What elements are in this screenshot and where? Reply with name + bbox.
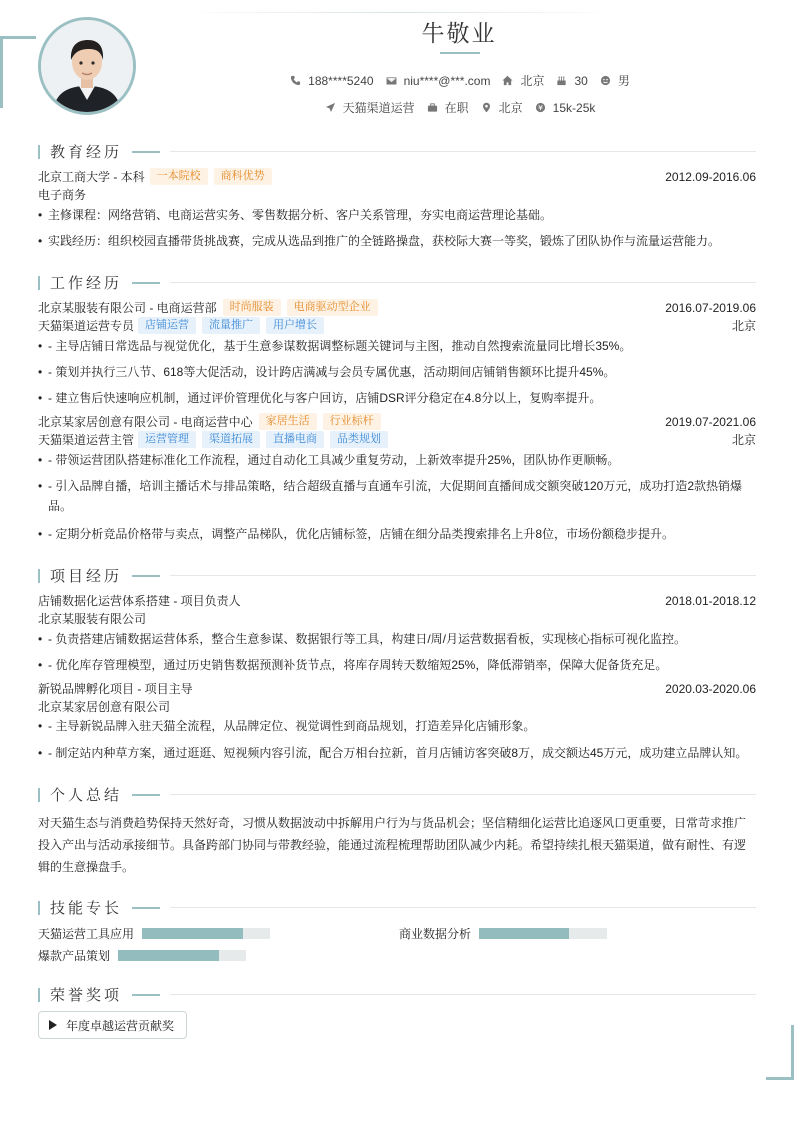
work-location: 北京 xyxy=(731,433,756,447)
status-text: 在职 xyxy=(444,101,469,115)
project-bullet: • - 负责搭建店铺数据运营体系，整合生意参谋、数据银行等工具，构建日/周/月运营数据看板，实现核心指标可视化监控。 xyxy=(38,629,752,649)
work-period: 2016.07-2019.06 xyxy=(665,300,756,315)
project-company: 北京某服装有限公司 xyxy=(38,612,147,626)
education-tag: 一本院校 xyxy=(150,168,208,185)
skill-bar xyxy=(142,928,270,939)
section-education-title: 教育经历 xyxy=(38,141,756,162)
work-role-tag: 直播电商 xyxy=(266,431,324,448)
work-bullet: • - 建立售后快速响应机制，通过评价管理优化与客户回访，店铺DSR评分稳定在4.8分以上，复购率提升。 xyxy=(38,388,752,408)
work-bullet: • - 主导店铺日常选品与视觉优化，基于生意参谋数据调整标题关键词与主图，推动自然搜索流量同比增长35%。 xyxy=(38,336,752,356)
gender-item xyxy=(600,72,630,89)
work-role-tag: 流量推广 xyxy=(202,317,260,334)
work-company-tag: 电商驱动型企业 xyxy=(287,299,378,316)
city-text: 北京 xyxy=(520,74,545,88)
project-period: 2020.03-2020.06 xyxy=(665,681,756,696)
project-bullet: • - 制定站内种草方案，通过逛逛、短视频内容引流，配合万相台拉新，首月店铺访客突破8万，成交额达45万元，成功建立品牌认知。 xyxy=(38,743,752,763)
skill-item xyxy=(38,925,270,942)
mail-icon xyxy=(386,75,397,86)
work-bullet: • - 引入品牌自播，培训主播话术与排品策略，结合超级直播与直通车引流，大促期间直播间成交额突破120万元，成功打造2款热销爆品。 xyxy=(38,476,752,516)
section-projects-title: 项目经历 xyxy=(38,565,756,586)
project-title-row xyxy=(38,680,756,697)
work-bullet: • - 策划并执行三八节、618等大促活动，设计跨店满减与会员专属优惠，活动期间店铺销售额环比提升45%。 xyxy=(38,362,752,382)
skill-bar xyxy=(479,928,607,939)
work-company-tag: 时尚服装 xyxy=(223,299,281,316)
education-bullet: • 实践经历：组织校园直播带货挑战赛，完成从选品到推广的全链路操盘，获校际大赛一等奖，锻炼了团队协作与流量运营能力。 xyxy=(38,231,752,251)
city-item xyxy=(502,72,544,89)
work-role-tag: 运营管理 xyxy=(138,431,196,448)
project-company-row xyxy=(38,610,756,627)
project-bullet: • - 主导新锐品牌入驻天猫全流程，从品牌定位、视觉调性到商品规划，打造差异化店铺形象。 xyxy=(38,716,752,736)
money-icon xyxy=(535,102,546,113)
project-title: 新锐品牌孵化项目 - 项目主导 xyxy=(38,682,193,696)
work-bullet: • - 定期分析竞品价格带与卖点，调整产品梯队，优化店铺标签，店铺在细分品类搜索排名上升8位，市场份额稳步提升。 xyxy=(38,524,752,544)
target-city-text: 北京 xyxy=(498,101,523,115)
skill-name: 爆款产品策划 xyxy=(38,949,111,963)
project-company-row xyxy=(38,698,756,715)
age-item xyxy=(556,74,587,88)
header-top-divider xyxy=(180,12,620,13)
target-position-item xyxy=(325,99,415,116)
education-header xyxy=(38,168,756,185)
target-position-text: 天猫渠道运营 xyxy=(342,101,415,115)
skill-bar-fill xyxy=(118,950,219,961)
status-item xyxy=(427,99,469,116)
work-company-row xyxy=(38,299,756,316)
briefcase-icon xyxy=(427,102,438,113)
work-company-tag: 行业标杆 xyxy=(323,413,381,430)
section-summary-title: 个人总结 xyxy=(38,784,756,805)
work-period: 2019.07-2021.06 xyxy=(665,414,756,429)
education-tag: 商科优势 xyxy=(214,168,272,185)
project-bullet: • - 优化库存管理模型，通过历史销售数据预测补货节点，将库存周转天数缩短25%，降低滞销率，保障大促备货充足。 xyxy=(38,655,752,675)
salary-item xyxy=(535,101,596,115)
phone-icon xyxy=(290,75,301,86)
work-role-tag: 用户增长 xyxy=(266,317,324,334)
user-face-icon xyxy=(600,75,611,86)
work-location: 北京 xyxy=(731,319,756,333)
skill-bar xyxy=(118,950,246,961)
target-city-item xyxy=(481,99,523,116)
skill-name: 天猫运营工具应用 xyxy=(38,927,135,941)
age-text: 30 xyxy=(574,73,588,88)
contact-info-row xyxy=(0,72,794,89)
work-company: 北京某家居创意有限公司 - 电商运营中心 xyxy=(38,415,253,429)
skill-item xyxy=(38,947,246,964)
email-text: niu****@***.com xyxy=(403,73,491,88)
work-role-tag: 品类规划 xyxy=(330,431,388,448)
education-major-row xyxy=(38,186,756,203)
skill-name: 商业数据分析 xyxy=(399,927,472,941)
project-period: 2018.01-2018.12 xyxy=(665,593,756,608)
education-major: 电子商务 xyxy=(38,188,87,202)
award-badge xyxy=(38,1011,187,1039)
work-role-row xyxy=(38,317,756,334)
email-item xyxy=(386,74,491,88)
skill-bar-fill xyxy=(479,928,569,939)
phone-item xyxy=(290,74,373,88)
work-role-row xyxy=(38,431,756,448)
phone-text: 188****5240 xyxy=(308,73,374,88)
work-role-tag: 渠道拓展 xyxy=(202,431,260,448)
home-icon xyxy=(502,75,513,86)
work-role-tag: 店铺运营 xyxy=(138,317,196,334)
section-honors-title: 荣誉奖项 xyxy=(38,984,756,1005)
work-company-tag: 家居生活 xyxy=(259,413,317,430)
play-triangle-icon xyxy=(49,1020,57,1030)
project-title-row xyxy=(38,592,756,609)
name-underline xyxy=(440,52,480,54)
send-icon xyxy=(325,102,336,113)
education-bullet: • 主修课程：网络营销、电商运营实务、零售数据分析、客户关系管理，夯实电商运营理论基础。 xyxy=(38,205,752,225)
education-period: 2012.09-2016.06 xyxy=(665,169,756,184)
project-company: 北京某家居创意有限公司 xyxy=(38,700,171,714)
award-name: 年度卓越运营贡献奖 xyxy=(66,1018,175,1033)
skill-bar-fill xyxy=(142,928,243,939)
location-pin-icon xyxy=(481,102,492,113)
skill-item xyxy=(399,925,607,942)
section-skills-title: 技能专长 xyxy=(38,897,756,918)
gender-text: 男 xyxy=(617,74,630,88)
section-work-title: 工作经历 xyxy=(38,272,756,293)
work-company-row xyxy=(38,413,756,430)
work-bullet: • - 带领运营团队搭建标准化工作流程，通过自动化工具减少重复劳动，上新效率提升25%，团队协作更顺畅。 xyxy=(38,450,752,470)
work-company: 北京某服装有限公司 - 电商运营部 xyxy=(38,301,217,315)
education-school: 北京工商大学 - 本科 xyxy=(38,170,145,184)
salary-text: 15k-25k xyxy=(552,100,596,115)
work-role: 天猫渠道运营专员 xyxy=(38,319,135,333)
corner-decoration-bottom-right-horizontal xyxy=(766,1077,794,1080)
cake-icon xyxy=(556,75,567,86)
summary-text: 对天猫生态与消费趋势保持天然好奇，习惯从数据波动中拆解用户行为与货品机会；坚信精细化运营比追逐风口更重要，日常苛求推广投入产出与活动承接细节。具备跨部门协同与带教经验，能通过流程梳理帮助团队减少内耗。希望持续扎根天猫渠道，做有耐性、有逻辑的生意操盘手。 xyxy=(38,816,747,874)
job-intent-row xyxy=(0,99,794,116)
candidate-name: 牛敬业 xyxy=(421,20,497,46)
work-role: 天猫渠道运营主管 xyxy=(38,433,135,447)
project-title: 店铺数据化运营体系搭建 - 项目负责人 xyxy=(38,594,241,608)
